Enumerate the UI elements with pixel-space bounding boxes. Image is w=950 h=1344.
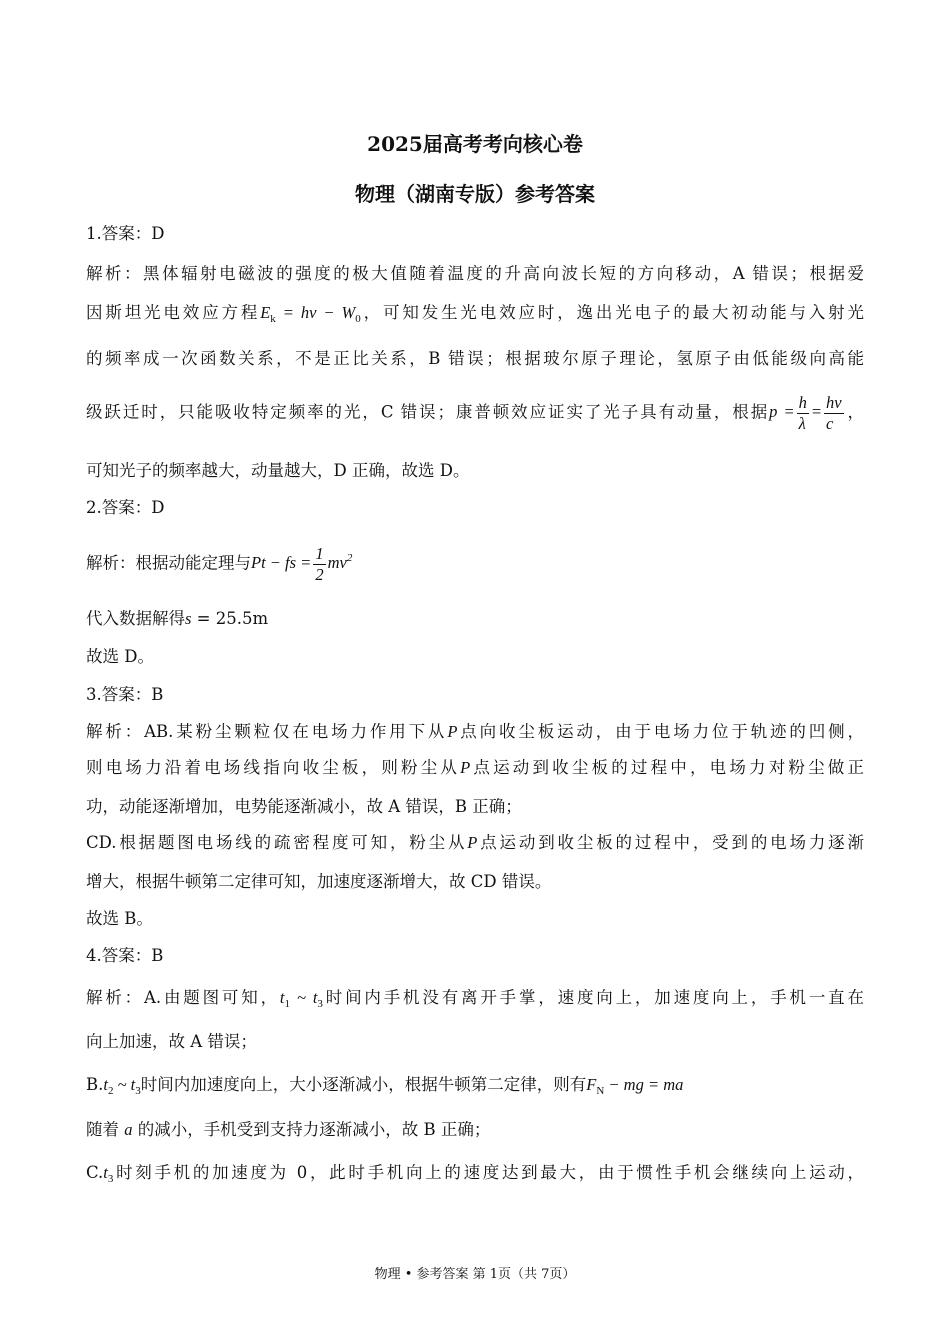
page-footer: 物理 • 参考答案 第 1页（共 7页）	[374, 1267, 576, 1282]
q4-analysis-line-3: $B.t_2$ ~ $t_3$时间内加速度向上，大小逐渐减小，根据牛顿第二定律，则有$F_N$ − mg = ma	[86, 1075, 684, 1097]
momentum-formula: p = $\frac{h}{\lambda}$ = $\frac{h\nu}{c}$	[769, 393, 842, 433]
q3-analysis-line-4: CD.根据题图电场线的疏密程度可知，粉尘从P点运动到收尘板的过程中，受到的电场力逐渐	[86, 833, 865, 852]
photoelectric-equation: $E_k = h\nu - W_0$	[260, 303, 361, 325]
q2-analysis-line-1: 解析：根据动能定理与Pt − fs = $\frac{1}{2}$ $mv^2$	[86, 544, 353, 584]
q4-analysis-line-2: 向上加速，故 A 错误；	[86, 1032, 257, 1051]
page-subtitle: 物理（湖南专版）参考答案	[355, 182, 595, 206]
q4-analysis-line-5: $C.t_3$时刻手机的加速度为 0，此时手机向上的速度达到最大，由于惯性手机会继续向上运动，	[86, 1163, 864, 1185]
q1-analysis-line-2: 因斯坦光电效应方程$E_k = h\nu - W_0$，可知发生光电效应时，逸出光电子的最大初动能与入射光	[86, 303, 865, 325]
q3-answer: 3.答案：B	[86, 685, 164, 704]
q3-analysis-line-6: 故选 B。	[86, 909, 153, 928]
q1-answer: 1.答案：D	[86, 224, 165, 243]
q3-analysis-line-2: 则电场力沿着电场线指向收尘板，则粉尘从P点运动到收尘板的过程中，电场力对粉尘做正	[86, 758, 865, 777]
q3-analysis-line-3: 功，动能逐渐增加，电势能逐渐减小，故 A 错误，B 正确；	[86, 797, 522, 816]
q1-analysis-line-3: 的频率成一次函数关系，不是正比关系，B 错误；根据玻尔原子理论，氢原子由低能级向高能	[86, 349, 864, 368]
q3-analysis-line-5: 增大，根据牛顿第二定律可知，加速度逐渐增大，故 CD 错误。	[86, 872, 552, 891]
q1-analysis-line-4: 级跃迁时，只能吸收特定频率的光，C 错误；康普顿效应证实了光子具有动量，根据p = $\frac{h}{\lambda}$ = $\frac{h\nu}{c}$ ，	[86, 393, 865, 433]
q2-analysis-line-3: 故选 D。	[86, 647, 154, 666]
q3-analysis-line-1: 解析：AB.某粉尘颗粒仅在电场力作用下从P点向收尘板运动，由于电场力位于轨迹的凹侧，	[86, 722, 865, 741]
q2-analysis-line-2: 代入数据解得s = 25.5m	[86, 609, 269, 628]
newton-second-law-equation: $F_N$ − mg = ma	[586, 1075, 684, 1097]
q1-analysis-line-5: 可知光子的频率越大，动量越大，D 正确，故选 D。	[86, 461, 470, 480]
work-energy-equation: Pt − fs = $\frac{1}{2}$ $mv^2$	[251, 544, 353, 584]
q1-analysis-line-1: 解析：黑体辐射电磁波的强度的极大值随着温度的升高向波长短的方向移动，A 错误；根据爱	[86, 264, 864, 283]
page-title: 2025届高考考向核心卷	[367, 132, 583, 156]
q4-answer: 4.答案：B	[86, 946, 164, 965]
q4-analysis-line-4: 随着 a 的减小，手机受到支持力逐渐减小，故 B 正确；	[86, 1120, 491, 1139]
q4-analysis-line-1: 解析：A.由题图可知，$t_1$ ~ $t_3$时间内手机没有离开手掌，速度向上，加速度向上，手机一直在	[86, 988, 864, 1010]
q2-answer: 2.答案：D	[86, 498, 165, 517]
